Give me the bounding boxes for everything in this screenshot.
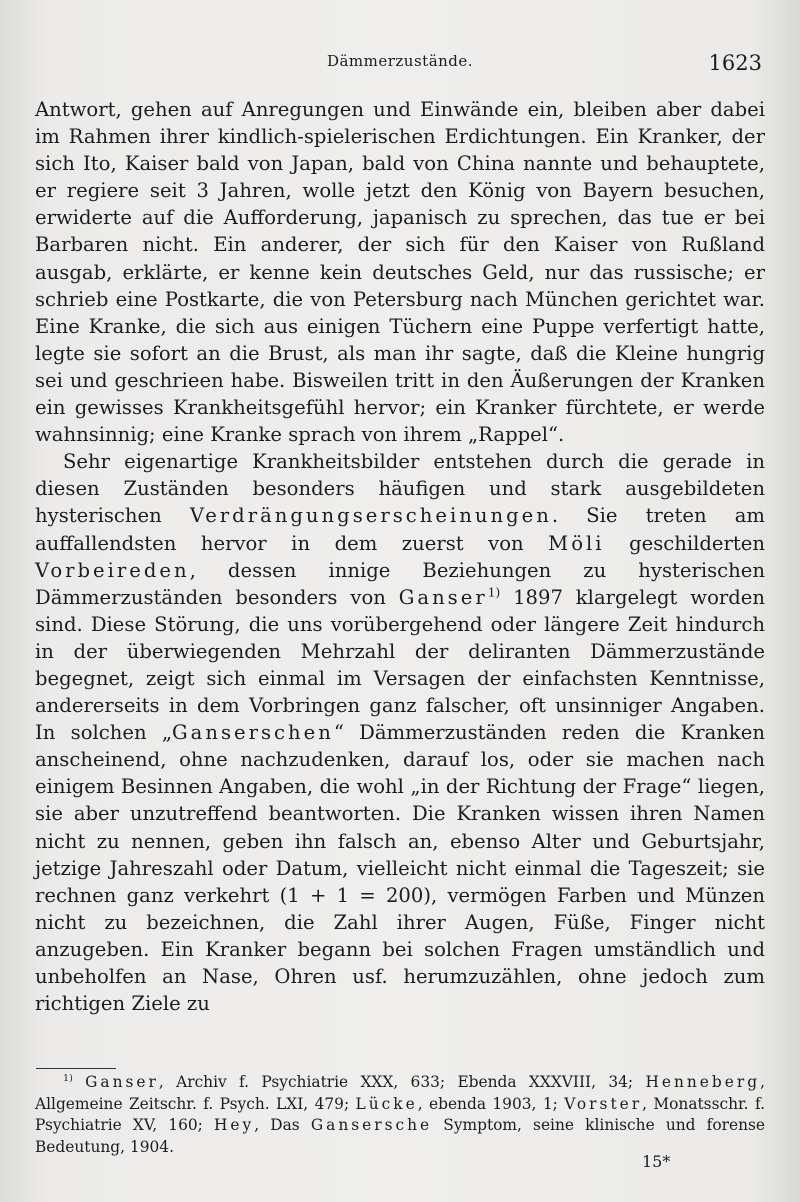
paragraph-1: Antwort, gehen auf Anregungen und Einwände ein, bleiben aber dabei im Rahmen ihrer kindlich-spielerischen Erdichtungen. Ein Kranker, der sich Ito, Kaiser bald von Japan, bald von China nannte und behauptete, er regiere seit 3 Jahren, wolle jetzt den König von Bayern besuchen, erwiderte auf die Aufforderung, japanisch zu sprechen, das tue er bei Barbaren nicht. Ein anderer, der sich für den Kaiser von Rußland ausgab, erklärte, er kenne kein deutsches Geld, nur das russische; er schrieb eine Postkarte, die von Petersburg nach München gerichtet war. Eine Kranke, die sich aus einigen Tüchern eine Puppe verfertigt hatte, legte sie sofort an die Brust, als man ihr sagte, daß die Kleine hungrig sei und geschrieen habe. Bisweilen tritt in den Äußerungen der Kranken ein gewisses Krankheitsgefühl hervor; ein Kranker fürchtete, er werde wahnsinnig; eine Kranke sprach von ihrem „Rappel“. bbox=[35, 98, 765, 447]
text-span: “ Dämmerzuständen reden die Kranken anscheinend, ohne nachzudenken, darauf los, oder sie machen nach einigem Besinnen Angaben, die wohl „in der Richtung der Frage“ liegen, sie aber unzutreffend beantworten. Die Kranken wissen ihren Namen nicht zu nennen, geben ihn falsch an, ebenso Alter und Geburtsjahr, jetzige Jahreszahl oder Datum, vielleicht nicht einmal die Tageszeit; sie rechnen ganz verkehrt (1 + 1 = 200), vermögen Farben und Münzen nicht zu bezeichnen, die Zahl ihrer Augen, Füße, Finger nicht anzugeben. Ein Kranker begann bei solchen Fragen umständlich und unbeholfen an Nase, Ohren usf. herumzuzählen, ohne jedoch zum richtigen Ziele zu bbox=[35, 721, 765, 1016]
spaced-term: Vorbeireden bbox=[35, 558, 190, 582]
signature-mark: 15* bbox=[642, 1152, 671, 1171]
footnote-divider bbox=[36, 1068, 116, 1069]
author-name: Hey bbox=[214, 1116, 255, 1134]
author-name: Henneberg bbox=[645, 1073, 761, 1091]
text-span: , ebenda 1903, 1; bbox=[417, 1094, 565, 1113]
footnote-1 bbox=[35, 1072, 765, 1158]
paragraph-2 bbox=[35, 448, 765, 1017]
spaced-term: Ganserschen bbox=[172, 721, 334, 745]
text-span: , Archiv f. Psychiatrie XXX, 633; Ebenda XXXVIII, 34; bbox=[158, 1073, 646, 1091]
text-span: . Sie treten am auffallendsten hervor in dem zuerst von bbox=[35, 504, 765, 555]
running-head bbox=[36, 52, 764, 82]
text-span: geschilderten bbox=[604, 531, 765, 555]
author-name: Lücke bbox=[355, 1094, 418, 1113]
text-span: 1897 klargelegt worden sind. Diese Störung, die uns vorübergehend oder längere Zeit hindurch in der überwiegenden Mehrzahl der deliranten Dämmerzustände begegnet, zeigt sich einmal im Versagen der einfachsten Kenntnisse, andererseits in dem Vorbringen ganz falscher, oft unsinniger Angaben. In solchen „ bbox=[35, 585, 765, 745]
spaced-term: Verdrängungserscheinungen bbox=[189, 504, 552, 528]
text-span: Symptom, seine klinische und forense Bedeutung, 1904. bbox=[35, 1116, 765, 1156]
author-name: Ganser bbox=[85, 1073, 159, 1091]
footnotes bbox=[35, 1072, 765, 1158]
body-text bbox=[35, 96, 765, 1017]
text-span: , Monatsschr. f. Psychiatrie XV, 160; bbox=[35, 1094, 765, 1134]
author-name: Gansersche bbox=[310, 1116, 433, 1134]
footnote-ref: 1) bbox=[487, 585, 501, 600]
footnote-marker: 1) bbox=[63, 1072, 73, 1084]
text-span: , Allgemeine Zeitschr. f. Psych. LXI, 479; bbox=[35, 1073, 765, 1113]
author-name: Möli bbox=[548, 531, 605, 555]
text-span: Sehr eigenartige Krankheitsbilder entstehen durch die gerade in diesen Zuständen besonders häufigen und stark ausgebildeten hysterischen bbox=[35, 450, 765, 528]
page-number: 1623 bbox=[708, 51, 762, 75]
author-name: Ganser bbox=[398, 585, 488, 609]
text-span: , dessen innige Beziehungen zu hysterischen Dämmerzuständen besonders von bbox=[35, 558, 765, 609]
running-title: Dämmerzustände. bbox=[326, 52, 474, 70]
text-span: , Das bbox=[254, 1116, 311, 1134]
author-name: Vorster bbox=[564, 1094, 643, 1113]
